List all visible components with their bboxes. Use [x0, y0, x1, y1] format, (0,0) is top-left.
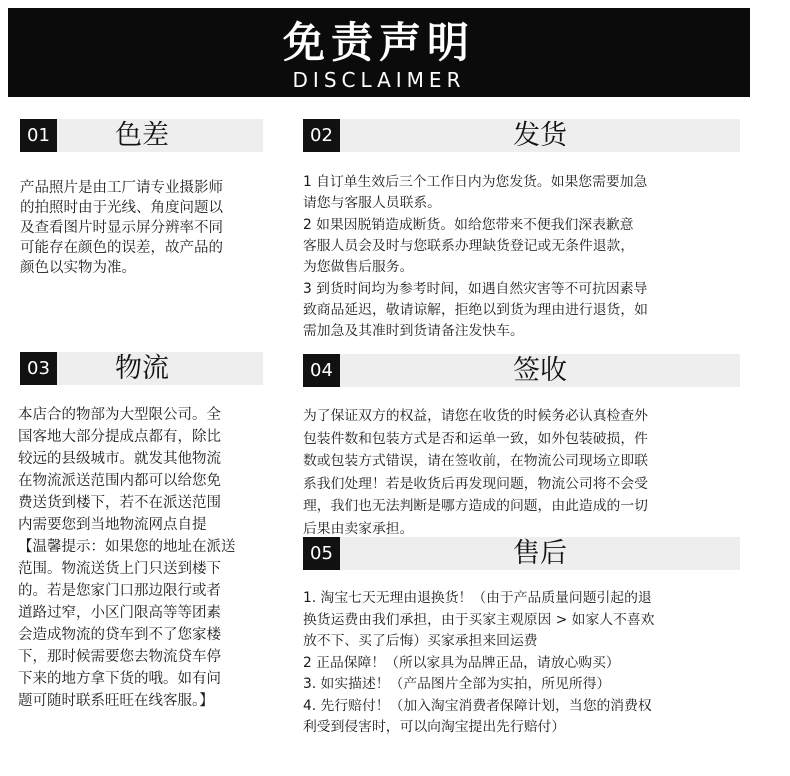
section-number: 04 — [303, 354, 340, 387]
section-number: 01 — [20, 119, 57, 152]
body-line: 内需要您到当地物流网点自提 — [18, 517, 207, 533]
body-line: 4. 先行赔付！（加入淘宝消费者保障计划，当您的消费权 — [303, 697, 652, 714]
body-line: 颜色以实物为准。 — [20, 260, 136, 276]
body-line: 题可随时联系旺旺在线客服。】 — [18, 693, 214, 709]
body-line: 下来的地方拿下货的哦。如有问 — [18, 671, 221, 687]
body-line: 需加急及其准时到货请备注发快车。 — [303, 323, 524, 339]
section-number: 03 — [20, 352, 57, 385]
body-line: 1 自订单生效后三个工作日内为您发货。如果您需要加急 — [303, 174, 648, 190]
body-line: 费送货到楼下，若不在派送范围 — [18, 495, 221, 511]
body-line: 会造成物流的贷车到不了您家楼 — [18, 627, 221, 643]
body-line: 国客地大部分提成点都有，除比 — [18, 429, 221, 445]
body-line: 下，那时候需要您去物流贷车停 — [18, 649, 221, 665]
body-line: 理，我们也无法判断是哪方造成的问题，由此造成的一切 — [303, 498, 648, 514]
banner-title: 免责声明 — [282, 18, 475, 67]
body-line: 3 到货时间均为参考时间，如遇自然灾害等不可抗因素导 — [303, 281, 648, 297]
section-header — [303, 354, 740, 387]
section-title: 色差 — [115, 120, 169, 151]
body-line: 为了保证双方的权益，请您在收货的时候务必认真检查外 — [303, 408, 648, 424]
body-line: 本店合的物部为大型限公司。全 — [18, 407, 221, 423]
section-header — [20, 352, 263, 385]
body-line: 客服人员会及时与您联系办理缺货登记或无条件退款， — [303, 238, 635, 254]
section-header — [20, 119, 263, 152]
section-body — [303, 172, 648, 342]
body-line: 的。若是您家门口那边限行或者 — [18, 583, 221, 599]
body-line: 系我们处理！若是收货后再发现问题，物流公司将不会受 — [303, 475, 648, 492]
section-number: 02 — [303, 119, 340, 152]
body-line: 利受到侵害时，可以向淘宝提出先行赔付） — [303, 719, 566, 735]
body-line: 范围。物流送货上门只送到楼下 — [18, 561, 221, 577]
section-header — [303, 119, 740, 152]
section-body — [303, 588, 654, 739]
banner-subtitle: DISCLAIMER — [292, 68, 466, 92]
section-header — [303, 537, 740, 570]
body-line: 可能存在颜色的误差，故产品的 — [20, 240, 223, 256]
section-body — [18, 404, 236, 712]
body-line: 请您与客服人员联系。 — [303, 195, 441, 211]
section-title: 发货 — [513, 120, 567, 151]
body-line: 【温馨提示：如果您的地址在派送 — [18, 539, 236, 555]
section-title: 售后 — [513, 538, 567, 569]
section-body — [20, 178, 223, 278]
body-line: 道路过窄，小区门限高等等团素 — [18, 605, 221, 621]
body-line: 放不下、买了后悔）买家承担来回运费 — [303, 633, 538, 649]
body-line: 后果由卖家承担。 — [303, 520, 414, 537]
body-line: 包装件数和包装方式是否和运单一致，如外包装破损，件 — [303, 430, 648, 447]
body-line: 在物流派送范围内都可以给您免 — [18, 473, 221, 489]
section-title: 物流 — [115, 353, 169, 384]
section-title: 签收 — [513, 355, 567, 386]
body-line: 3. 如实描述！（产品图片全部为实拍，所见所得） — [303, 676, 611, 692]
body-line: 较远的县级城市。就发其他物流 — [18, 451, 221, 467]
body-line: 的拍照时由于光线、角度问题以 — [20, 200, 223, 216]
body-line: 2 正品保障！（所以家具为品牌正品，请放心购买） — [303, 654, 620, 671]
body-line: 致商品延迟，敬请谅解，拒绝以到货为理由进行退货，如 — [303, 302, 648, 318]
body-line: 数或包装方式错误，请在签收前，在物流公司现场立即联 — [303, 453, 648, 469]
disclaimer-banner — [8, 8, 750, 97]
body-line: 产品照片是由工厂请专业摄影师 — [20, 180, 223, 196]
body-line: 及查看图片时显示屏分辨率不同 — [20, 220, 223, 236]
body-line: 2 如果因脱销造成断货。如给您带来不便我们深表歉意 — [303, 217, 634, 233]
section-body — [303, 405, 648, 540]
body-line: 1. 淘宝七天无理由退换货！（由于产品质量问题引起的退 — [303, 590, 652, 606]
body-line: 换货运费由我们承担，由于买家主观原因 > 如家人不喜欢 — [303, 611, 655, 628]
section-number: 05 — [303, 537, 340, 570]
body-line: 为您做售后服务。 — [303, 259, 414, 275]
